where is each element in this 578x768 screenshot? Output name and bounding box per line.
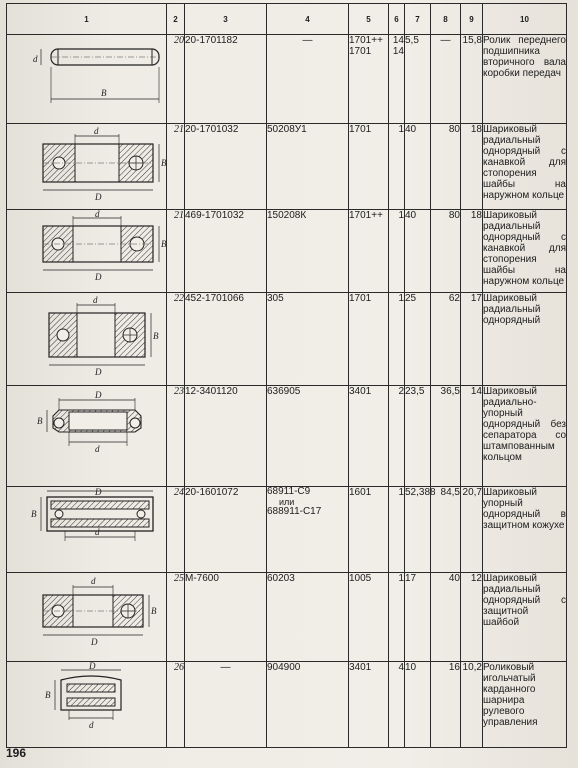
bearing-drawing bbox=[7, 662, 167, 748]
width: 18 bbox=[461, 210, 483, 293]
outer-diameter: 36,5 bbox=[431, 386, 461, 487]
inner-diameter: 40 bbox=[405, 210, 431, 293]
row-position: 22 bbox=[167, 293, 185, 386]
description: Ролик переднего подшипника вторичного вала коробки передач bbox=[483, 35, 567, 124]
row-position: 23 bbox=[167, 386, 185, 487]
width: 14 bbox=[461, 386, 483, 487]
dim-label: B bbox=[45, 690, 51, 700]
quantity: 1 bbox=[389, 124, 405, 210]
dim-label: d bbox=[95, 210, 100, 219]
bearing-number: — bbox=[267, 35, 349, 124]
dim-label: D bbox=[95, 272, 102, 282]
inner-diameter: 25 bbox=[405, 293, 431, 386]
dim-label: D bbox=[95, 487, 102, 497]
header-col-5: 5 bbox=[349, 4, 389, 35]
needle-bearing-drawing bbox=[7, 662, 167, 747]
part-code: 20-1701182 bbox=[185, 35, 267, 124]
ball-bearing-drawing bbox=[7, 573, 167, 661]
inner-diameter: 10 bbox=[405, 662, 431, 748]
header-col-9: 9 bbox=[461, 4, 483, 35]
row-position: 26 bbox=[167, 662, 185, 748]
width: 15,8 bbox=[461, 35, 483, 124]
header-col-3: 3 bbox=[185, 4, 267, 35]
row-position: 21 bbox=[167, 124, 185, 210]
quantity: 1 bbox=[389, 210, 405, 293]
dim-label: d bbox=[89, 720, 94, 730]
dim-label: D bbox=[89, 662, 96, 671]
outer-diameter: 80 bbox=[431, 210, 461, 293]
dim-label: B bbox=[37, 416, 43, 426]
angular-bearing-drawing bbox=[7, 386, 167, 486]
outer-diameter: 62 bbox=[431, 293, 461, 386]
bearing-drawing bbox=[7, 293, 167, 386]
part-code: 12-3401120 bbox=[185, 386, 267, 487]
dim-label: B bbox=[161, 158, 167, 168]
row-position: 24 bbox=[167, 487, 185, 573]
header-col-7: 7 bbox=[405, 4, 431, 35]
bearing-number: 636905 bbox=[267, 386, 349, 487]
row-position: 20 bbox=[167, 35, 185, 124]
width: 12 bbox=[461, 573, 483, 662]
dim-label: d bbox=[33, 54, 38, 64]
part-code: 469-1701032 bbox=[185, 210, 267, 293]
description: Шариковый радиальный однорядный с канавкой для стопорения шайбы на наружном кольце bbox=[483, 210, 567, 293]
dim-label: d bbox=[91, 576, 96, 586]
outer-diameter: 40 bbox=[431, 573, 461, 662]
table-row bbox=[7, 293, 567, 386]
outer-diameter: 16 bbox=[431, 662, 461, 748]
width: 17 bbox=[461, 293, 483, 386]
bearing-number: 150208К bbox=[267, 210, 349, 293]
outer-diameter: 80 bbox=[431, 124, 461, 210]
header-col-8: 8 bbox=[431, 4, 461, 35]
row-position: 25 bbox=[167, 573, 185, 662]
quantity: 14 14 bbox=[389, 35, 405, 124]
ball-bearing-drawing bbox=[7, 210, 167, 292]
dim-label: D bbox=[95, 390, 102, 400]
table-row bbox=[7, 662, 567, 748]
quantity: 1 bbox=[389, 293, 405, 386]
inner-diameter: 40 bbox=[405, 124, 431, 210]
bearing-number: 305 bbox=[267, 293, 349, 386]
unit-code: 1701 bbox=[349, 293, 389, 386]
description: Роликовый игольчатый карданного шарнира рулевого управления bbox=[483, 662, 567, 748]
dim-label: d bbox=[94, 126, 99, 136]
width: 18 bbox=[461, 124, 483, 210]
description: Шариковый упорный однорядный в защитном кожухе bbox=[483, 487, 567, 573]
bearing-number: 50208У1 bbox=[267, 124, 349, 210]
header-col-10: 10 bbox=[483, 4, 567, 35]
dim-label: D bbox=[95, 192, 102, 202]
bearing-number-cell bbox=[267, 487, 349, 573]
part-code: 20-1701032 bbox=[185, 124, 267, 210]
dim-label: B bbox=[153, 331, 159, 341]
bearing-drawing bbox=[7, 210, 167, 293]
dim-label: B bbox=[161, 239, 167, 249]
ball-bearing-drawing bbox=[7, 124, 167, 209]
width: 20,7 bbox=[461, 487, 483, 573]
outer-diameter: — bbox=[431, 35, 461, 124]
unit-code: 3401 bbox=[349, 386, 389, 487]
inner-diameter: 5,5 bbox=[405, 35, 431, 124]
bearing-drawing bbox=[7, 573, 167, 662]
part-code: М-7600 bbox=[185, 573, 267, 662]
bearing-number: 68911-С9 bbox=[267, 486, 311, 497]
inner-diameter: 17 bbox=[405, 573, 431, 662]
table-row bbox=[7, 487, 567, 573]
part-code: 452-1701066 bbox=[185, 293, 267, 386]
bearing-drawing bbox=[7, 35, 167, 124]
bearing-number-or: или bbox=[279, 497, 295, 507]
dim-label: D bbox=[95, 367, 102, 377]
unit-code: 1701++ 1701 bbox=[349, 35, 389, 124]
dim-label: B bbox=[151, 606, 157, 616]
dim-label: d bbox=[95, 527, 100, 537]
part-code: 20-1601072 bbox=[185, 487, 267, 573]
table-row bbox=[7, 35, 567, 124]
roller-drawing bbox=[7, 35, 167, 123]
dim-label: D bbox=[91, 637, 98, 647]
bearing-number-alt: 688911-С17 bbox=[267, 506, 322, 517]
inner-diameter: 52,388 bbox=[405, 487, 431, 573]
header-col-1: 1 bbox=[7, 4, 167, 35]
ball-bearing-drawing bbox=[7, 293, 167, 385]
outer-diameter: 84,5 bbox=[431, 487, 461, 573]
bearing-drawing bbox=[7, 124, 167, 210]
quantity: 1 bbox=[389, 573, 405, 662]
quantity: 2 bbox=[389, 386, 405, 487]
bearing-drawing bbox=[7, 386, 167, 487]
row-position: 21 bbox=[167, 210, 185, 293]
dim-label: B bbox=[31, 509, 37, 519]
width: 10,2 bbox=[461, 662, 483, 748]
bearing-number: 60203 bbox=[267, 573, 349, 662]
description: Шариковый радиальный однорядный с канавкой для стопорения шайбы на наружном кольце bbox=[483, 124, 567, 210]
unit-code: 1601 bbox=[349, 487, 389, 573]
unit-code: 3401 bbox=[349, 662, 389, 748]
bearing-spec-table bbox=[6, 3, 567, 748]
description: Шариковый радиальный однорядный bbox=[483, 293, 567, 386]
table-row bbox=[7, 210, 567, 293]
dim-label: d bbox=[93, 295, 98, 305]
description: Шариковый радиально-упорный однорядный без сепаратора со штампованным кольцом bbox=[483, 386, 567, 487]
header-col-4: 4 bbox=[267, 4, 349, 35]
quantity: 1 bbox=[389, 487, 405, 573]
unit-code: 1005 bbox=[349, 573, 389, 662]
bearing-drawing bbox=[7, 487, 167, 573]
table-row bbox=[7, 573, 567, 662]
inner-diameter: 23,5 bbox=[405, 386, 431, 487]
unit-code: 1701++ bbox=[349, 210, 389, 293]
bearing-number: 904900 bbox=[267, 662, 349, 748]
table-row bbox=[7, 124, 567, 210]
description: Шариковый радиальный однорядный с защитной шайбой bbox=[483, 573, 567, 662]
part-code: — bbox=[185, 662, 267, 748]
table-row bbox=[7, 386, 567, 487]
dim-label: d bbox=[95, 444, 100, 454]
header-col-6: 6 bbox=[389, 4, 405, 35]
header-col-2: 2 bbox=[167, 4, 185, 35]
page-number: 196 bbox=[6, 746, 27, 760]
header-row bbox=[7, 4, 567, 35]
thrust-bearing-drawing bbox=[7, 487, 167, 572]
unit-code: 1701 bbox=[349, 124, 389, 210]
dim-label: B bbox=[101, 88, 107, 98]
quantity: 4 bbox=[389, 662, 405, 748]
